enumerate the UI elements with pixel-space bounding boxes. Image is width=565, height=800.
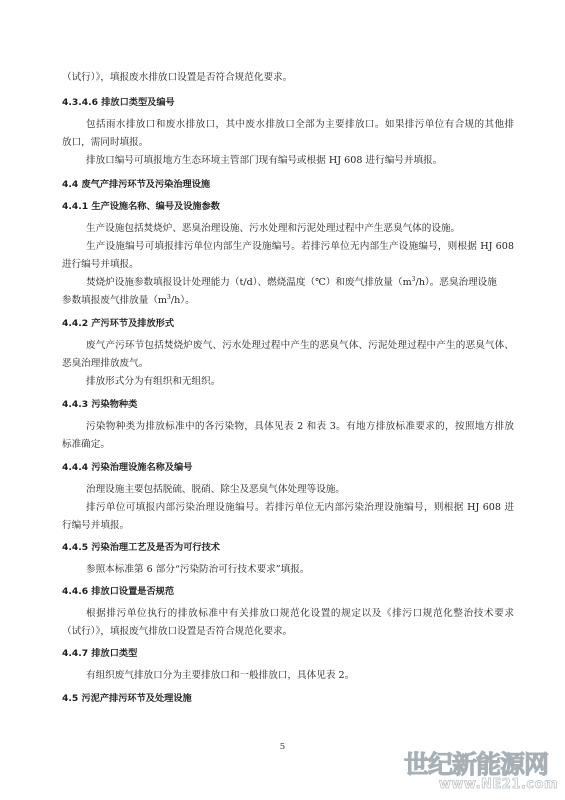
section-heading-4-3-4-6: 4.3.4.6 排放口类型及编号 <box>62 97 175 108</box>
section-heading-4-4-4: 4.4.4 污染治理设施名称及编号 <box>62 462 193 473</box>
paragraph-line: 行编号并填报。 <box>62 520 130 531</box>
paragraph-line: 包括雨水排放口和废水排放口，其中废水排放口全部为主要排放口。如果排污单位有合规的其他排 <box>86 119 514 130</box>
section-heading-4-5: 4.5 污泥产排污环节及处理设施 <box>62 693 192 704</box>
paragraph-line-with-unit <box>62 295 514 307</box>
page-number: 5 <box>279 742 286 752</box>
text-fragment: 参数填报废气排放量（m <box>62 295 168 306</box>
paragraph-line: （试行）》，填报废水排放口设置是否符合规范化要求。 <box>62 72 293 83</box>
paragraph-line-with-unit <box>86 277 514 289</box>
watermark-url: www.NE21.com <box>438 777 558 792</box>
section-heading-4-4-5: 4.4.5 污染治理工艺及是否为可行技术 <box>62 542 220 553</box>
paragraph-line: 污染物种类为排放标准中的各污染物，具体见表 2 和表 3。有地方排放标准要求的，按照地方排放 <box>86 421 514 432</box>
paragraph-line: 生产设施包括焚烧炉、恶臭治理设施、污水处理和污泥处理过程中产生恶臭气体的设施。 <box>86 223 461 234</box>
text-fragment: /h）。 <box>170 295 195 306</box>
text-fragment: /h）。恶臭治理设施 <box>415 277 497 288</box>
watermark-logo-text: 世纪新能源网 <box>404 750 549 779</box>
section-heading-4-4-2: 4.4.2 产污环节及排放形式 <box>62 318 175 329</box>
paragraph-line: 放口，需同时填报。 <box>62 137 149 148</box>
paragraph-line: 进行编号并填报。 <box>62 259 139 270</box>
superscript: 3 <box>411 276 416 283</box>
paragraph-line: 标准确定。 <box>62 439 110 450</box>
paragraph-line: 恶臭治理排放废气。 <box>62 358 149 369</box>
section-heading-4-4-3: 4.4.3 污染物种类 <box>62 399 138 410</box>
section-heading-4-4-1: 4.4.1 生产设施名称、编号及设施参数 <box>62 201 220 212</box>
paragraph-line: 废气产污环节包括焚烧炉废气、污水处理过程中产生的恶臭气体、污泥处理过程中产生的恶臭气体、 <box>86 340 514 351</box>
section-heading-4-4-7: 4.4.7 排放口类型 <box>62 648 138 659</box>
section-heading-4-4-6: 4.4.6 排放口设置是否规范 <box>62 586 175 597</box>
paragraph-line: 有组织废气排放口分为主要排放口和一般排放口，具体见表 2。 <box>86 670 355 681</box>
text-fragment: 焚烧炉设施参数填报设计处理能力（t/d）、燃烧温度（℃）和废气排放量（m <box>86 277 412 288</box>
paragraph-line: 排污单位可填报内部污染治理设施编号。若排污单位无内部污染治理设施编号，则根据 HJ 608 进 <box>86 502 514 513</box>
paragraph-line: 治理设施主要包括脱硫、脱硝、除尘及恶臭气体处理等设施。 <box>86 484 346 495</box>
superscript: 3 <box>167 294 171 301</box>
paragraph-line: 排放口编号可填报地方生态环境主管部门现有编号或根据 HJ 608 进行编号并填报。 <box>86 155 443 166</box>
paragraph-line: （试行）》，填报废气排放口设置是否符合规范化要求。 <box>62 626 293 637</box>
paragraph-line: 排放形式分为有组织和无组织。 <box>86 376 221 387</box>
section-heading-4-4: 4.4 废气产排污环节及污染治理设施 <box>62 179 211 190</box>
paragraph-line: 参照本标准第 6 部分“污染防治可行技术要求”填报。 <box>86 564 310 575</box>
paragraph-line: 根据排污单位执行的排放标准中有关排放口规范化设置的规定以及《排污口规范化整治技术要求 <box>86 608 514 619</box>
paragraph-line: 生产设施编号可填报排污单位内部生产设施编号。若排污单位无内部生产设施编号，则根据 HJ 608 <box>86 241 514 252</box>
